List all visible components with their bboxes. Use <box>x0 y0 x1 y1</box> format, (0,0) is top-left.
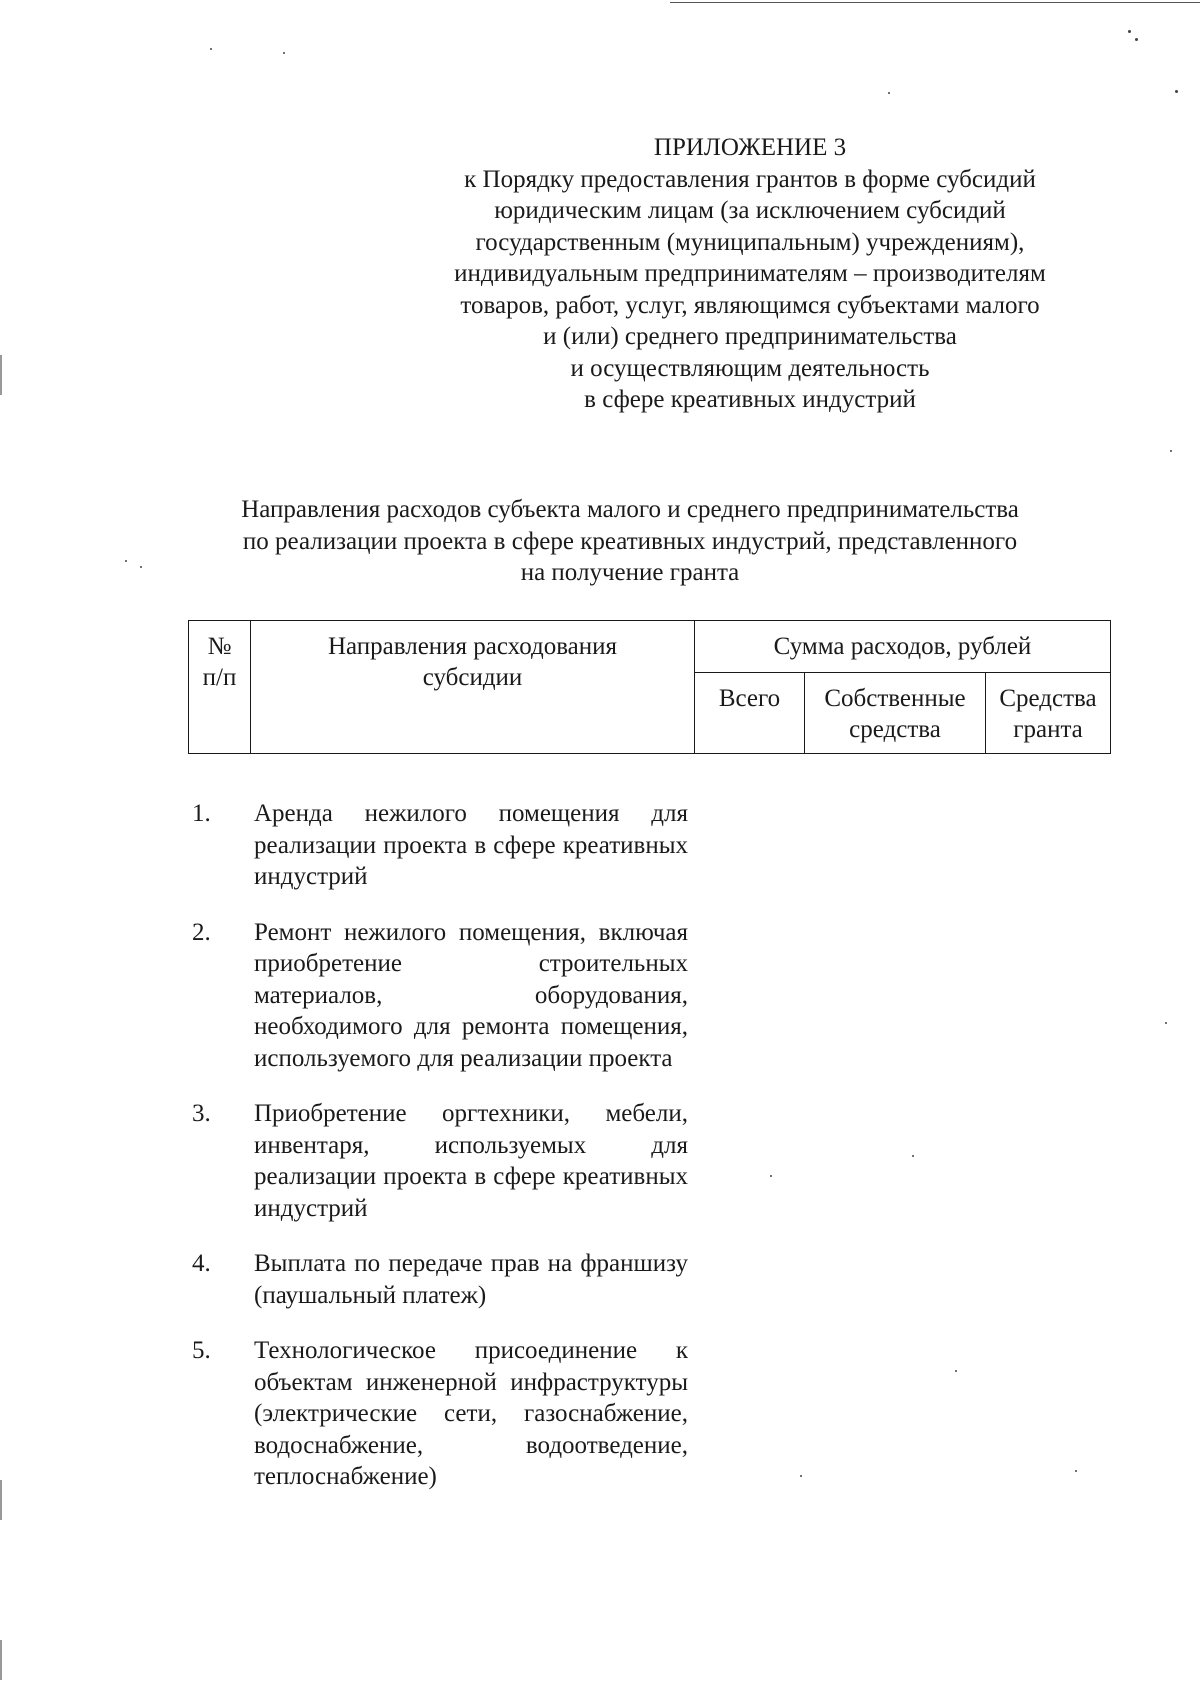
appendix-line: к Порядку предоставления грантов в форме субсидий <box>464 165 1036 193</box>
document-title <box>170 494 1090 589</box>
appendix-line: в сфере креативных индустрий <box>584 386 916 413</box>
appendix-line: государственным (муниципальным) учреждениям), <box>475 228 1025 256</box>
list-item-number: 2. <box>192 918 211 946</box>
col-number-header <box>189 621 251 754</box>
list-item-text: Аренда нежилого помещения для реализации проекта в сфере креативных индустрий <box>254 800 688 890</box>
document-title-line: по реализации проекта в сфере креативных индустрий, представленного <box>242 527 1018 555</box>
col-grant-funds-label: гранта <box>1013 716 1083 743</box>
col-sum-header <box>695 621 1111 673</box>
list-item-text: Ремонт нежилого помещения, включая приобретение строительных материалов, оборудования, необходимого для ремонта помещения, используемого для реализации проекта <box>254 918 688 1072</box>
list-item <box>192 798 692 893</box>
col-directions-label: Направления расходования <box>327 633 618 660</box>
col-total-header <box>695 673 805 754</box>
list-item <box>192 1098 692 1224</box>
scan-speck <box>888 92 890 94</box>
scan-edge-mark <box>0 355 2 395</box>
appendix-line: и осуществляющим деятельность <box>570 354 930 382</box>
col-directions-label: субсидии <box>422 664 523 691</box>
col-grant-funds-label: Средства <box>999 685 1097 712</box>
scan-artifact-line <box>670 2 1200 3</box>
scan-speck <box>1135 38 1138 41</box>
col-grant-funds-header <box>986 673 1111 754</box>
col-number-label: п/п <box>202 664 237 691</box>
scan-speck <box>1128 30 1131 33</box>
list-item <box>192 1248 692 1311</box>
list-item-text: Выплата по передаче прав на франшизу (паушальный платеж) <box>254 1250 688 1309</box>
scan-speck <box>800 1475 802 1477</box>
scan-speck <box>125 560 127 562</box>
scan-edge-mark <box>0 1480 2 1520</box>
scan-speck <box>283 52 285 54</box>
col-directions-header <box>251 621 695 754</box>
list-item-number: 5. <box>192 1337 211 1364</box>
list-item <box>192 1335 692 1493</box>
list-item-text: Приобретение оргтехники, мебели, инвентаря, используемых для реализации проекта в сфере креативных индустрий <box>254 1100 688 1222</box>
list-item-number: 1. <box>192 800 211 827</box>
scan-speck <box>1170 450 1172 452</box>
scan-edge-mark <box>0 1640 2 1680</box>
scan-speck <box>955 1370 957 1372</box>
list-item-text: Технологическое присоединение к объектам инженерной инфраструктуры (электрические сети, газоснабжение, водоснабжение, водоотведение, теплоснабжение) <box>254 1337 688 1490</box>
scan-speck <box>912 1155 914 1157</box>
scan-speck <box>1075 1470 1077 1472</box>
appendix-line: товаров, работ, услуг, являющимся субъектами малого <box>460 291 1040 319</box>
scan-speck <box>1165 1022 1167 1024</box>
appendix-title: ПРИЛОЖЕНИЕ 3 <box>653 134 847 161</box>
scan-speck <box>1175 90 1178 93</box>
list-item-number: 3. <box>192 1100 211 1127</box>
col-own-funds-label: Собственные <box>824 685 966 712</box>
appendix-line: и (или) среднего предпринимательства <box>543 323 957 350</box>
scan-speck <box>770 1175 772 1177</box>
list-item <box>192 917 692 1075</box>
expense-items-list <box>192 798 692 1517</box>
scan-speck <box>140 566 142 568</box>
col-total-label: Всего <box>718 685 781 712</box>
document-title-line: Направления расходов субъекта малого и среднего предпринимательства <box>241 496 1019 523</box>
scan-speck <box>210 48 212 50</box>
document-title-line: на получение гранта <box>520 559 740 586</box>
appendix-header <box>400 132 1100 416</box>
appendix-line: юридическим лицам (за исключением субсидий <box>494 197 1006 224</box>
list-item-number: 4. <box>192 1250 211 1277</box>
col-number-label: № <box>207 633 232 660</box>
col-sum-label: Сумма расходов, рублей <box>773 633 1032 660</box>
appendix-line: индивидуальным предпринимателям – производителям <box>454 260 1046 287</box>
col-own-funds-header <box>805 673 986 754</box>
expenses-table-header <box>188 620 1111 754</box>
col-own-funds-label: средства <box>849 716 941 743</box>
